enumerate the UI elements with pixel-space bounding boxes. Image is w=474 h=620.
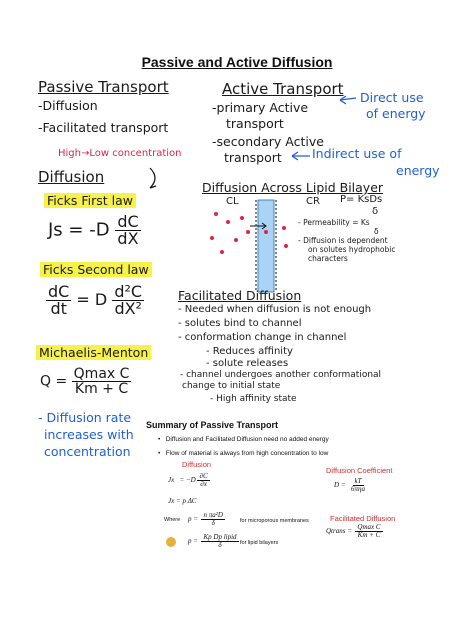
ficks-first-numerator: dC xyxy=(117,212,139,231)
diffusion-arrow xyxy=(150,168,156,188)
summary-eq2: Jx = p ΔC xyxy=(168,497,197,505)
diffusion-rate-note-3: concentration xyxy=(44,444,131,459)
ficks-second-law-label: Ficks Second law xyxy=(40,262,152,277)
bilayer-heading: Diffusion Across Lipid Bilayer xyxy=(202,180,384,195)
summary-title: Summary of Passive Transport xyxy=(146,420,279,430)
summary-bullet-2: • Flow of material is always from high concentration to low xyxy=(158,450,329,457)
hydrophobic-note-3: characters xyxy=(308,254,348,263)
lipid-bilayer-membrane xyxy=(256,200,276,292)
mm-numerator: Qmax C xyxy=(73,366,130,382)
p-equation: P= KsDs xyxy=(340,194,383,205)
summary-facil-lhs: Qtrans = xyxy=(326,527,352,536)
summary-bullet-1: • Diffusion and Facilitated Diffusion need no added energy xyxy=(158,436,329,443)
passive-item-diffusion: -Diffusion xyxy=(38,98,98,113)
primary-active-line1: -primary Active xyxy=(212,100,309,115)
hydrophobic-note-2: on solutes hydrophobic xyxy=(308,245,396,254)
page-title: Passive and Active Diffusion xyxy=(141,54,333,70)
facilitated-note-7: change to initial state xyxy=(182,381,281,391)
direct-energy-line2: of energy xyxy=(366,106,426,121)
permeability-note-den: δ xyxy=(374,227,379,236)
summary-coeff-eq xyxy=(334,478,367,493)
summary-facil-num: Qmax C xyxy=(357,523,381,531)
p-equation-den: δ xyxy=(372,206,379,217)
indirect-energy-line2: energy xyxy=(396,163,440,178)
facilitated-note-2: - solutes bind to channel xyxy=(178,318,302,329)
passive-transport-heading: Passive Transport xyxy=(38,78,169,96)
summary-p2 xyxy=(188,534,239,549)
secondary-active-line1: -secondary Active xyxy=(212,134,324,149)
summary-bullet-2-text: Flow of material is always from high concentration to low xyxy=(165,450,329,457)
ficks-second-lhs-den: dt xyxy=(50,299,67,318)
summary-p1 xyxy=(188,512,225,527)
summary-p2-num: Kp Dp lipid xyxy=(203,533,237,541)
mm-denominator: Km + C xyxy=(74,381,129,397)
summary-coeff-lhs: D = xyxy=(334,481,346,490)
summary-coefficient-label: Diffusion Coefficient xyxy=(326,466,393,475)
summary-diffusion-label: Diffusion xyxy=(182,460,212,469)
facilitated-note-6: - channel undergoes another conformational xyxy=(180,370,382,380)
facilitated-note-5: - solute releases xyxy=(206,358,289,369)
summary-p1-num: n πa²D xyxy=(203,511,223,519)
summary-eq1-rhs: = −D xyxy=(179,476,196,485)
facilitated-note-4: - Reduces affinity xyxy=(206,346,293,357)
ficks-first-law-label: Ficks First law xyxy=(44,193,136,208)
passive-item-facilitated: -Facilitated transport xyxy=(38,120,169,135)
michaelis-menton-label: Michaelis-Menton xyxy=(36,345,151,360)
c-left-label: CL xyxy=(226,196,239,207)
summary-eq1-num: ∂C xyxy=(199,472,208,480)
summary-facil-den: Km + C xyxy=(357,531,381,539)
active-transport-heading: Active Transport xyxy=(222,80,344,98)
summary-p2-den: δ xyxy=(218,541,222,549)
summary-coeff-den: 6πηa xyxy=(351,485,366,493)
gradient-note: High→Low concentration xyxy=(58,148,182,159)
summary-p2-note: for lipid bilayers xyxy=(240,540,279,546)
secondary-active-line2: transport xyxy=(224,150,282,165)
ficks-first-lhs: Js = -D xyxy=(48,219,110,241)
ficks-second-den: dX² xyxy=(114,299,142,318)
direct-energy-arrow xyxy=(340,96,356,104)
ficks-second-num: d²C xyxy=(114,282,143,301)
summary-p1-note: for microporous membranes xyxy=(240,518,309,524)
facilitated-note-8: - High affinity state xyxy=(210,394,297,404)
direct-energy-line1: Direct use xyxy=(360,90,424,105)
small-logo-icon xyxy=(166,537,176,547)
permeability-note: - Permeability = Ks xyxy=(298,218,370,227)
mm-lhs: Q = xyxy=(40,373,68,390)
diffusion-heading: Diffusion xyxy=(38,168,105,186)
primary-active-line2: transport xyxy=(226,116,284,131)
summary-p2-lhs: p = xyxy=(188,537,198,546)
diffusion-rate-note-2: increases with xyxy=(44,427,134,442)
facilitated-note-1: - Needed when diffusion is not enough xyxy=(178,304,372,315)
c-right-label: CR xyxy=(306,196,320,207)
summary-eq1-den: ∂x xyxy=(200,480,207,488)
summary-eq1 xyxy=(168,473,210,488)
summary-eq1-lhs: Jx xyxy=(168,476,175,485)
summary-facil-eq xyxy=(326,524,383,539)
indirect-energy-line1: Indirect use of xyxy=(312,146,402,161)
summary-p1-den: δ xyxy=(211,519,215,527)
ficks-second-lhs-num: dC xyxy=(48,282,70,301)
summary-where: Where xyxy=(164,517,181,523)
indirect-energy-arrow xyxy=(292,152,310,160)
ficks-first-denominator: dX xyxy=(117,229,139,248)
summary-coeff-num: kT xyxy=(354,477,362,485)
summary-bullet-1-text: Diffusion and Facilitated Diffusion need no added energy xyxy=(165,436,329,443)
summary-p1-lhs: p = xyxy=(188,515,198,524)
diffusion-rate-note-1: - Diffusion rate xyxy=(38,410,132,425)
facilitated-note-3: - conformation change in channel xyxy=(178,332,347,343)
facilitated-heading: Facilitated Diffusion xyxy=(178,288,302,303)
ficks-second-mid: = D xyxy=(76,290,108,309)
summary-facilitated-label: Facilitated Diffusion xyxy=(330,514,396,523)
hydrophobic-note-1: - Diffusion is dependent xyxy=(298,236,388,245)
